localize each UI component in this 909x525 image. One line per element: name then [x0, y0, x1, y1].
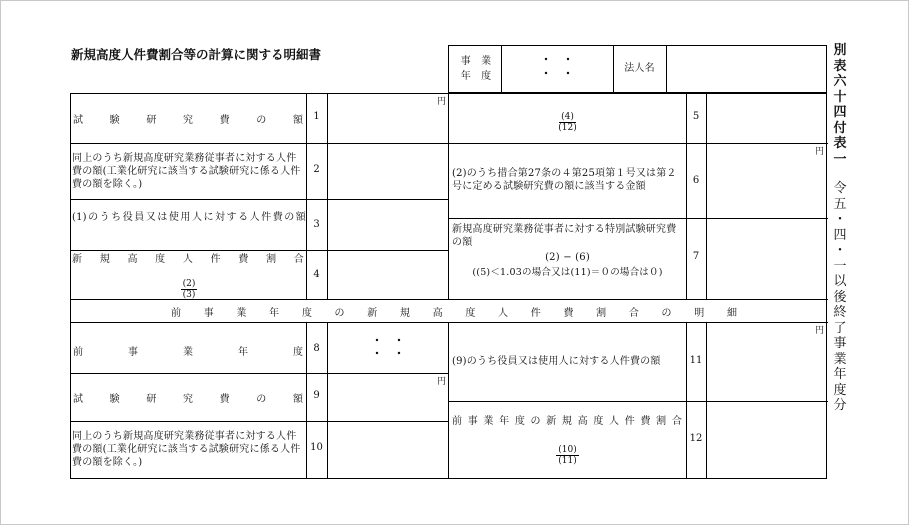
row3-value[interactable] [328, 200, 448, 250]
row11-value[interactable] [707, 334, 827, 401]
row1-number: 1 [313, 111, 320, 122]
row10-label: 同上のうち新規高度研究業務従事者に対する人件費の額(工業化研究に該当する試験研究に係る人件費の額を除く。) [72, 431, 301, 468]
row6-number: 6 [692, 175, 700, 186]
row8-label: 前 事 業 年 度 [73, 347, 303, 358]
row4-fraction: $\frac{(2)}{(3)}$ [182, 279, 196, 300]
jigyo-nendo-date[interactable]: ・ ・ ・ ・ [540, 53, 574, 80]
row5-number: 5 [692, 111, 700, 122]
form-title: 新規高度人件費割合等の計算に関する明細書 [71, 47, 322, 62]
row7-value[interactable] [707, 219, 827, 299]
hojin-name-field[interactable] [667, 46, 825, 92]
row7-number: 7 [692, 251, 700, 262]
row12-number: 12 [689, 433, 703, 444]
row7-note: ((5)＜1.03の場合又は(11)＝０の場合は０) [472, 267, 663, 278]
row6-yen-unit: 円 [815, 147, 825, 157]
row8-number: 8 [313, 343, 320, 354]
row2-number: 2 [313, 164, 320, 175]
row10-number: 10 [310, 442, 323, 453]
row11-label: (9)のうち役員又は使用人に対する人件費の額 [452, 356, 661, 367]
row12-label: 前 事 業 年 度 の 新 規 高 度 人 件 費 割 合 [452, 416, 682, 427]
row1-yen-unit: 円 [437, 97, 447, 107]
row4-number: 4 [313, 269, 320, 280]
row4-label: 新規高度人件費割合 [72, 254, 304, 265]
row6-value[interactable] [707, 153, 827, 218]
row3-number: 3 [313, 219, 320, 230]
row5-value[interactable] [707, 94, 827, 143]
row5-fraction: $\frac{(4)}{(12)}$ [558, 112, 577, 133]
row6-label: (2)のうち措合第27条の４第25項第１号又は第２号に定める試験研究費の額に該当する金額 [452, 168, 677, 192]
row12-value[interactable] [707, 402, 827, 478]
prior-section-header: 前 事 業 年 度 の 新 規 高 度 人 件 費 割 合 の 明 細 [171, 308, 737, 319]
row9-number: 9 [313, 390, 320, 401]
side-label-period: 令 五 ・ 四 ・ 一 以 後 終 了 事 業 年 度 分 [833, 181, 847, 413]
row11-yen-unit: 円 [815, 326, 825, 336]
row11-number: 11 [689, 355, 703, 366]
jigyo-nendo-label: 事 業 年 度 [460, 56, 492, 82]
row1-label: 試 験 研 究 費 の 額 [73, 115, 303, 126]
hojin-label: 法人名 [624, 63, 655, 74]
row9-label: 試 験 研 究 費 の 額 [73, 394, 303, 405]
row9-value[interactable] [328, 384, 448, 421]
side-label-form-id: 別 表 六 十 四 付 表 一 [833, 43, 847, 167]
row12-fraction: $\frac{(10)}{(11)}$ [558, 445, 577, 466]
row1-value[interactable] [328, 94, 448, 143]
row10-value[interactable] [328, 422, 448, 478]
row7-label: 新規高度研究業務従事者に対する特別試験研究費の額 [452, 224, 677, 248]
row7-formula: (2) − (6) [545, 252, 590, 263]
row9-yen-unit: 円 [437, 377, 447, 387]
row2-value[interactable] [328, 144, 448, 199]
row8-date[interactable]: ・ ・ ・ ・ [371, 334, 405, 360]
row2-label: 同上のうち新規高度研究業務従事者に対する人件費の額(工業化研究に該当する試験研究に係る人件費の額を除く。) [72, 153, 301, 190]
row3-label: (1)のうち役員又は使用人に対する人件費の額 [72, 212, 306, 223]
row4-value[interactable] [328, 251, 448, 299]
